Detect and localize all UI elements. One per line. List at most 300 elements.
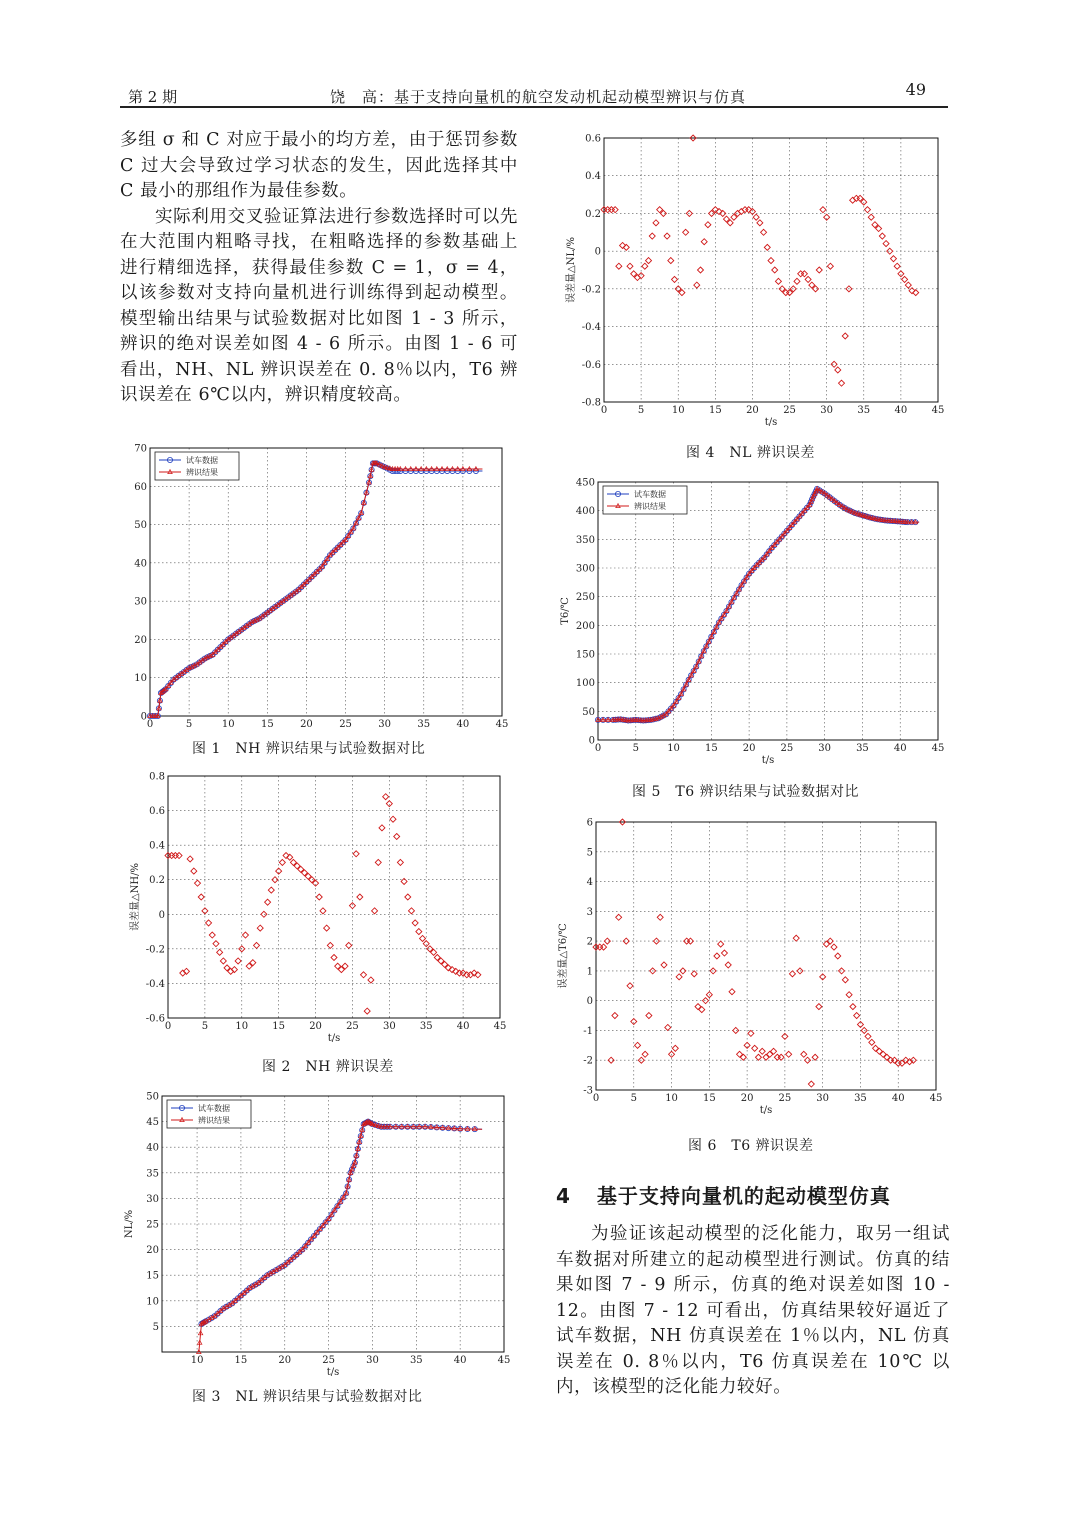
error-point (798, 271, 804, 277)
error-point (279, 859, 285, 865)
y-tick-label: 6 (586, 817, 593, 829)
error-point (676, 974, 682, 980)
y-tick-label: 10 (134, 673, 147, 685)
x-tick-label: 40 (453, 1355, 467, 1366)
error-point (725, 962, 731, 968)
y-tick-label: -1 (583, 1025, 593, 1037)
error-point (646, 258, 652, 264)
x-tick-label: 20 (309, 1021, 322, 1032)
error-point (187, 856, 193, 862)
y-tick-label: 4 (586, 877, 593, 889)
error-point (898, 271, 904, 277)
x-tick-label: 45 (931, 743, 945, 754)
error-point (665, 1024, 671, 1030)
error-point (375, 859, 381, 865)
y-tick-label: 0.2 (149, 875, 165, 887)
y-tick-label: 0 (588, 735, 595, 747)
error-point (775, 278, 781, 284)
paragraph-1: 多组 σ 和 C 对应于最小的均方差，由于惩罚参数 C 过大会导致过学习状态的发生，因此选择其中 C 最小的那组作为最佳参数。 (120, 130, 518, 201)
error-point (721, 950, 727, 956)
y-tick-label: 20 (146, 1245, 159, 1257)
series-line (199, 1122, 482, 1352)
y-axis-label: 误差量△T6/℃ (558, 923, 569, 989)
error-point (353, 851, 359, 857)
error-point (887, 248, 893, 254)
x-tick-label: 10 (665, 1093, 678, 1104)
error-point (664, 233, 670, 239)
x-axis-label: t/s (764, 417, 778, 428)
error-point (198, 894, 204, 900)
error-point (616, 263, 622, 269)
error-point (816, 267, 822, 273)
error-point (752, 1045, 758, 1051)
error-point (714, 953, 720, 959)
x-tick-label: 45 (497, 1355, 511, 1366)
y-tick-label: 25 (146, 1219, 159, 1231)
y-tick-label: 0 (158, 909, 165, 921)
y-tick-label: 0.6 (585, 133, 601, 145)
legend-label: 辨识结果 (198, 1116, 230, 1125)
x-tick-label: 35 (856, 743, 869, 754)
fig3-svg (110, 1088, 530, 1388)
x-tick-label: 35 (417, 719, 431, 730)
error-point (672, 276, 678, 282)
series-line (598, 489, 919, 721)
legend-label: 试车数据 (186, 456, 218, 465)
error-point (176, 853, 182, 859)
x-tick-label: 40 (894, 405, 908, 416)
y-tick-label: -0.2 (581, 284, 601, 296)
fig2-svg (110, 768, 530, 1058)
y-tick-label: 30 (146, 1193, 159, 1205)
y-tick-label: -0.4 (581, 322, 601, 334)
error-point (346, 942, 352, 948)
x-tick-label: 30 (816, 1093, 830, 1104)
error-point (902, 276, 908, 282)
error-point (368, 977, 374, 983)
x-tick-label: 0 (600, 405, 608, 416)
x-tick-label: 35 (419, 1021, 433, 1032)
y-tick-label: 300 (575, 563, 595, 575)
y-tick-label: 400 (575, 506, 595, 518)
y-tick-label: 0.4 (585, 171, 601, 183)
error-point (703, 998, 709, 1004)
y-tick-label: 0 (586, 996, 593, 1008)
error-point (905, 282, 911, 288)
y-tick-label: -0.4 (145, 978, 165, 990)
y-tick-label: 150 (575, 649, 595, 661)
error-point (616, 914, 622, 920)
series-line (598, 489, 919, 721)
x-tick-label: 35 (854, 1093, 867, 1104)
error-point (420, 935, 426, 941)
error-point (608, 207, 614, 213)
x-tick-label: 20 (278, 1355, 292, 1366)
x-tick-label: 20 (300, 719, 313, 730)
x-tick-label: 45 (495, 719, 509, 730)
y-tick-label: 5 (152, 1321, 159, 1333)
x-tick-label: 10 (667, 743, 680, 754)
y-axis-label: 误差量△NH/% (130, 862, 141, 932)
y-tick-label: 100 (575, 678, 595, 690)
x-axis-label: t/s (761, 755, 775, 766)
error-point (812, 1054, 818, 1060)
error-point (835, 953, 841, 959)
section-4-paragraph: 为验证该起动模型的泛化能力，取另一组试车数据对所建立的起动模型进行测试。仿真的结果如图 7 - 9 所示，仿真的绝对误差如图 10 - 12。由图 7 - 12 可看出，仿真结果较好逼近了试车数据，NH 仿真误差在 1％以内，NL 仿真误差在 0. 8％以内，T6 仿真误差在 10℃ 以内，该模型的泛化能力较好。 (556, 1224, 950, 1397)
error-point (691, 971, 697, 977)
y-tick-label: 50 (134, 520, 147, 532)
y-tick-label: 5 (586, 847, 593, 859)
x-tick-label: 40 (891, 1093, 905, 1104)
y-tick-label: -2 (583, 1055, 593, 1067)
error-point (235, 958, 241, 964)
x-tick-label: 20 (746, 405, 759, 416)
error-point (827, 263, 833, 269)
y-tick-label: 350 (575, 534, 595, 546)
y-tick-label: 15 (146, 1270, 159, 1282)
error-point (361, 972, 367, 978)
error-point (729, 989, 735, 995)
x-tick-label: 0 (146, 719, 154, 730)
x-tick-label: 15 (260, 719, 274, 730)
error-point (801, 1051, 807, 1057)
error-point (757, 220, 763, 226)
error-point (206, 920, 212, 926)
error-point (331, 955, 337, 961)
error-point (320, 908, 326, 914)
y-tick-label: 0 (140, 711, 147, 723)
y-tick-label: 0.4 (149, 840, 165, 852)
y-tick-label: 0.6 (149, 806, 165, 818)
fig5-svg (552, 474, 972, 774)
legend-label: 辨识结果 (634, 502, 666, 511)
page-number: 49 (905, 80, 926, 99)
error-point (894, 263, 900, 269)
section-title: 基于支持向量机的起动模型仿真 (596, 1184, 891, 1208)
error-point (801, 271, 807, 277)
y-tick-label: -0.8 (581, 397, 601, 409)
error-point (217, 949, 223, 955)
section-4-heading (556, 1180, 891, 1209)
x-tick-label: 10 (221, 719, 235, 730)
x-axis-label: t/s (759, 1105, 773, 1116)
figure-3-chart (110, 1088, 530, 1388)
error-point (220, 958, 226, 964)
x-tick-label: 30 (366, 1355, 379, 1366)
y-tick-label: -3 (583, 1085, 593, 1097)
plot-frame (604, 138, 938, 402)
error-point (718, 941, 724, 947)
x-tick-label: 25 (346, 1021, 359, 1032)
legend-label: 试车数据 (634, 490, 666, 499)
error-point (835, 367, 841, 373)
error-point (668, 258, 674, 264)
fig6-svg (552, 812, 972, 1127)
error-point (831, 944, 837, 950)
error-point (397, 859, 403, 865)
x-tick-label: 5 (201, 1021, 209, 1032)
error-point (324, 925, 330, 931)
error-point (786, 1051, 792, 1057)
error-point (379, 825, 385, 831)
plot-frame (596, 822, 936, 1090)
figure-2-caption: 图 2 NH 辨识误差 (262, 1059, 394, 1075)
error-point (816, 1004, 822, 1010)
error-point (213, 941, 219, 947)
x-tick-label: 15 (704, 743, 718, 754)
error-point (683, 229, 689, 235)
x-tick-label: 30 (378, 719, 392, 730)
y-tick-label: 200 (575, 620, 595, 632)
x-tick-label: 0 (164, 1021, 172, 1032)
error-point (842, 333, 848, 339)
x-tick-label: 15 (708, 405, 722, 416)
x-tick-label: 10 (235, 1021, 249, 1032)
error-point (416, 929, 422, 935)
y-tick-label: 0 (594, 246, 601, 258)
plot-frame (150, 448, 502, 716)
x-tick-label: 5 (630, 1093, 637, 1104)
error-point (372, 908, 378, 914)
x-tick-label: 30 (382, 1021, 396, 1032)
y-tick-label: 60 (134, 481, 147, 493)
error-point (808, 1081, 814, 1087)
figure-6-caption: 图 6 T6 辨识误差 (688, 1138, 814, 1154)
error-point (642, 263, 648, 269)
running-title: 饶 高：基于支持向量机的航空发动机起动模型辨识与仿真 (330, 88, 747, 106)
error-point (772, 267, 778, 273)
issue-label: 第 2 期 (128, 88, 178, 106)
figure-5-chart (552, 474, 972, 774)
series-line (150, 463, 482, 716)
legend-label: 辨识结果 (186, 468, 218, 477)
x-axis-label: t/s (326, 1367, 340, 1378)
error-point (820, 207, 826, 213)
figure-4-chart (552, 128, 972, 433)
y-tick-label: 50 (146, 1091, 159, 1103)
y-axis-label: NL/% (124, 1209, 135, 1239)
error-point (635, 1042, 641, 1048)
section-4-body (556, 1222, 950, 1401)
y-tick-label: 70 (134, 443, 147, 455)
error-point (169, 853, 175, 859)
error-point (864, 207, 870, 213)
x-tick-label: 15 (272, 1021, 286, 1032)
error-point (733, 1027, 739, 1033)
x-tick-label: 25 (780, 743, 794, 754)
y-axis-label: 误差量△NL/% (566, 237, 577, 303)
y-tick-label: 50 (582, 706, 595, 718)
error-point (649, 233, 655, 239)
x-tick-label: 40 (893, 743, 907, 754)
series-line (150, 463, 482, 716)
x-tick-label: 15 (702, 1093, 716, 1104)
error-point (764, 244, 770, 250)
legend-label: 试车数据 (198, 1104, 230, 1113)
x-tick-label: 0 (592, 1093, 600, 1104)
error-point (839, 380, 845, 386)
error-point (697, 267, 703, 273)
error-point (778, 1054, 784, 1060)
x-tick-label: 15 (234, 1355, 248, 1366)
error-point (390, 816, 396, 822)
x-tick-label: 20 (742, 743, 756, 754)
error-point (789, 971, 795, 977)
y-tick-label: 40 (146, 1142, 159, 1154)
error-point (412, 920, 418, 926)
error-point (209, 932, 215, 938)
x-tick-label: 45 (931, 405, 945, 416)
error-point (653, 220, 659, 226)
error-point (605, 207, 611, 213)
y-tick-label: 250 (575, 592, 595, 604)
page-header (120, 80, 948, 108)
paragraph-2: 实际利用交叉验证算法进行参数选择时可以先在大范围内粗略寻找，在粗略选择的参数基础上进行精细选择，获得最佳参数 C = 1，σ = 4，以该参数对支持向量机进行训练得到起动模型。模型输出结果与试验数据对比如图 1 - 3 所示，辨识的绝对误差如图 4 - 6 所示。由图 1 - 6 可看出，NH、NL 辨识误差在 0. 8％以内，T6 辨识误差在 6℃以内，辨识精度较高。 (120, 206, 518, 405)
error-point (868, 214, 874, 220)
figure-3-caption: 图 3 NL 辨识结果与试验数据对比 (192, 1389, 423, 1405)
error-point (383, 794, 389, 800)
error-point (405, 894, 411, 900)
y-tick-label: 35 (146, 1168, 159, 1180)
error-point (265, 899, 271, 905)
error-point (316, 894, 322, 900)
error-point (842, 977, 848, 983)
figure-4-caption: 图 4 NL 辨识误差 (686, 445, 815, 461)
y-tick-label: -0.6 (145, 1013, 165, 1025)
error-point (846, 992, 852, 998)
y-tick-label: 3 (586, 906, 593, 918)
error-point (759, 1048, 765, 1054)
x-tick-label: 45 (493, 1021, 507, 1032)
x-tick-label: 20 (740, 1093, 754, 1104)
error-point (761, 229, 767, 235)
error-point (850, 1004, 856, 1010)
error-point (364, 1008, 370, 1014)
y-tick-label: -0.6 (581, 359, 601, 371)
left-body-text (120, 128, 518, 409)
error-point (257, 925, 263, 931)
x-tick-label: 40 (456, 719, 470, 730)
x-tick-label: 25 (778, 1093, 792, 1104)
plot-frame (168, 776, 500, 1018)
error-point (805, 276, 811, 282)
figure-5-caption: 图 5 T6 辨识结果与试验数据对比 (632, 784, 860, 800)
error-point (191, 868, 197, 874)
x-tick-label: 25 (339, 719, 352, 730)
error-point (661, 962, 667, 968)
y-tick-label: 2 (586, 936, 593, 948)
error-point (657, 914, 663, 920)
x-tick-label: 25 (322, 1355, 335, 1366)
x-tick-label: 40 (456, 1021, 470, 1032)
error-point (646, 1013, 652, 1019)
x-tick-label: 30 (818, 743, 832, 754)
error-point (794, 278, 800, 284)
error-point (642, 1051, 648, 1057)
error-point (597, 944, 603, 950)
y-axis-label: T6/℃ (560, 597, 571, 625)
y-tick-label: 45 (146, 1117, 159, 1129)
x-axis-label: t/s (327, 1033, 341, 1044)
error-point (839, 968, 845, 974)
error-point (694, 282, 700, 288)
x-tick-label: 25 (783, 405, 796, 416)
figure-1-caption: 图 1 NH 辨识结果与试验数据对比 (192, 741, 426, 757)
error-point (755, 1054, 761, 1060)
error-point (869, 1039, 875, 1045)
error-point (357, 894, 363, 900)
error-point (865, 1033, 871, 1039)
error-point (854, 1013, 860, 1019)
section-number: 4 (556, 1184, 571, 1208)
x-tick-label: 5 (185, 719, 193, 730)
x-tick-label: 10 (190, 1355, 204, 1366)
y-tick-label: 0.2 (585, 208, 601, 220)
y-tick-label: 30 (134, 596, 147, 608)
y-tick-label: 10 (146, 1296, 159, 1308)
error-point (242, 932, 248, 938)
error-point (172, 853, 178, 859)
error-point (386, 801, 392, 807)
x-tick-label: 0 (594, 743, 602, 754)
y-tick-label: 20 (134, 634, 147, 646)
error-point (879, 233, 885, 239)
y-tick-label: 450 (575, 477, 595, 489)
fig1-svg (110, 440, 530, 740)
figure-2-chart (110, 768, 530, 1058)
error-point (753, 214, 759, 220)
y-tick-label: 0.8 (149, 771, 165, 783)
error-point (349, 903, 355, 909)
error-point (268, 887, 274, 893)
x-tick-label: 45 (929, 1093, 943, 1104)
error-point (195, 880, 201, 886)
x-tick-label: 5 (637, 405, 645, 416)
error-point (672, 1045, 678, 1051)
y-tick-label: 1 (586, 966, 593, 978)
error-point (748, 1030, 754, 1036)
y-tick-label: 40 (134, 558, 147, 570)
figure-1-chart (110, 440, 530, 740)
error-point (601, 944, 607, 950)
error-point (408, 908, 414, 914)
error-point (768, 258, 774, 264)
error-point (793, 935, 799, 941)
fig4-svg (552, 128, 972, 433)
x-tick-label: 5 (632, 743, 639, 754)
error-point (401, 878, 407, 884)
figure-6-chart (552, 812, 972, 1127)
y-tick-label: -0.2 (145, 944, 165, 956)
error-point (327, 942, 333, 948)
error-point (254, 942, 260, 948)
error-point (394, 834, 400, 840)
x-tick-label: 10 (671, 405, 685, 416)
error-point (612, 1013, 618, 1019)
error-point (705, 222, 711, 228)
x-tick-label: 30 (820, 405, 834, 416)
x-tick-label: 35 (409, 1355, 423, 1366)
error-point (261, 911, 267, 917)
error-point (627, 263, 633, 269)
error-point (612, 207, 618, 213)
error-point (627, 983, 633, 989)
error-point (883, 241, 889, 247)
error-point (423, 941, 429, 947)
error-point (774, 1054, 780, 1060)
x-tick-label: 35 (857, 405, 871, 416)
error-point (890, 256, 896, 262)
